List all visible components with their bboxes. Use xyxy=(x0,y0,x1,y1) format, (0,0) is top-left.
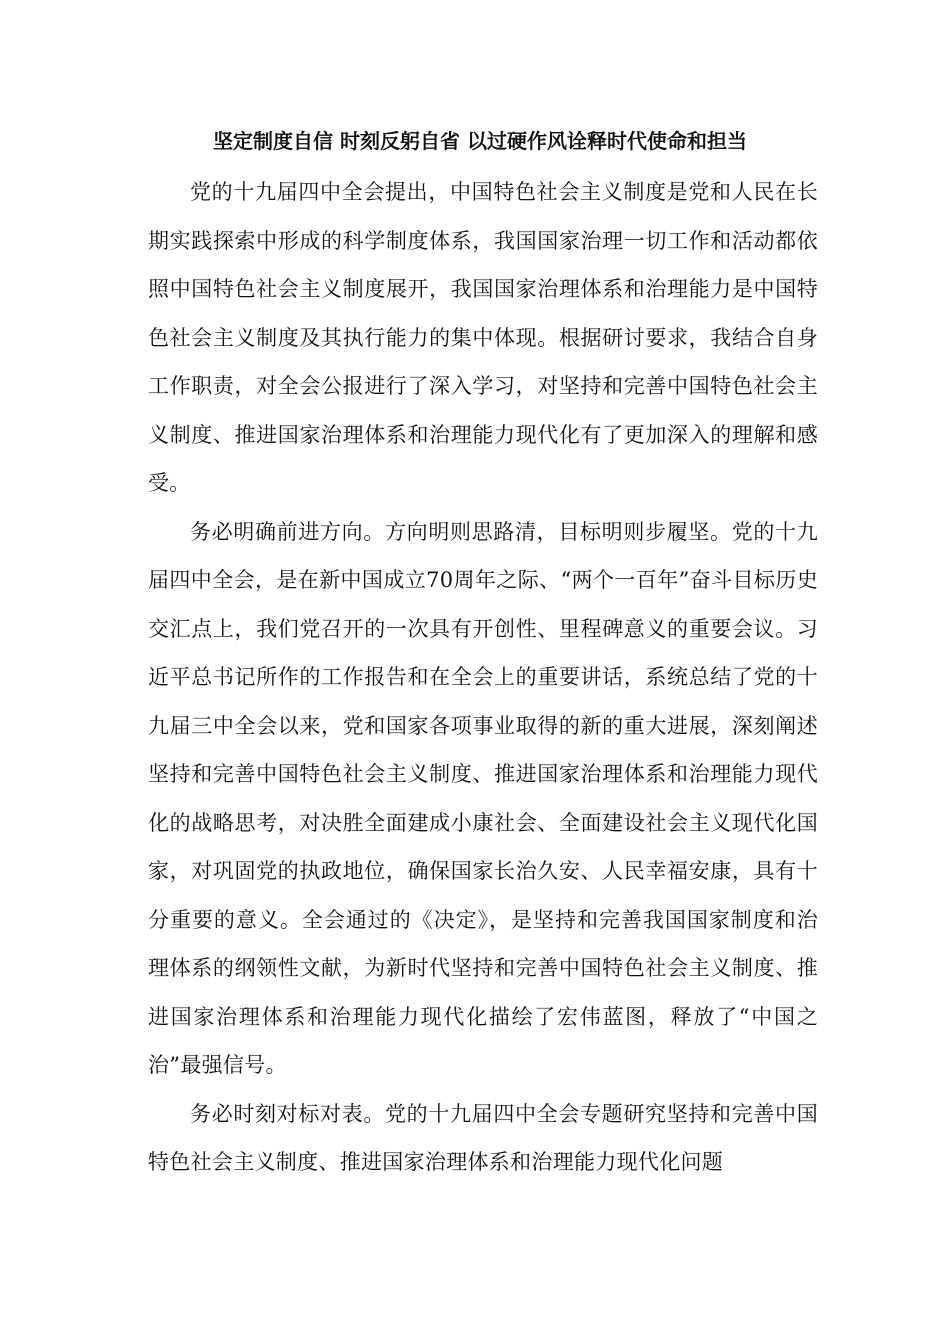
paragraph-intro: 党的十九届四中全会提出，中国特色社会主义制度是党和人民在长期实践探索中形成的科学制度体系，我国国家治理一切工作和活动都依照中国特色社会主义制度展开，我国国家治理体系和治理能力是中国特色社会主义制度及其执行能力的集中体现。根据研讨要求，我结合自身工作职责，对全会公报进行了深入学习，对坚持和完善中国特色社会主义制度、推进国家治理体系和治理能力现代化有了更加深入的理解和感受。 xyxy=(148,180,818,495)
paragraph-direction: 务必明确前进方向。方向明则思路清，目标明则步履坚。党的十九届四中全会，是在新中国成立70周年之际、“两个一百年”奋斗目标历史交汇点上，我们党召开的一次具有开创性、里程碑意义的重要会议。习近平总书记所作的工作报告和在全会上的重要讲话，系统总结了党的十九届三中全会以来，党和国家各项事业取得的新的重大进展，深刻阐述坚持和完善中国特色社会主义制度、推进国家治理体系和治理能力现代化的战略思考，对决胜全面建成小康社会、全面建设社会主义现代化国家，对巩固党的执政地位，确保国家长治久安、人民幸福安康，具有十分重要的意义。全会通过的《决定》，是坚持和完善我国国家制度和治理体系的纲领性文献，为新时代坚持和完善中国特色社会主义制度、推进国家治理体系和治理能力现代化描绘了宏伟蓝图，释放了“中国之治”最强信号。 xyxy=(148,519,818,1077)
document-body xyxy=(148,168,818,1187)
paragraph-benchmark: 务必时刻对标对表。党的十九届四中全会专题研究坚持和完善中国特色社会主义制度、推进国家治理体系和治理能力现代化问题 xyxy=(148,1101,818,1174)
document-title: 坚定制度自信 时刻反躬自省 以过硬作风诠释时代使命和担当 xyxy=(213,129,747,153)
